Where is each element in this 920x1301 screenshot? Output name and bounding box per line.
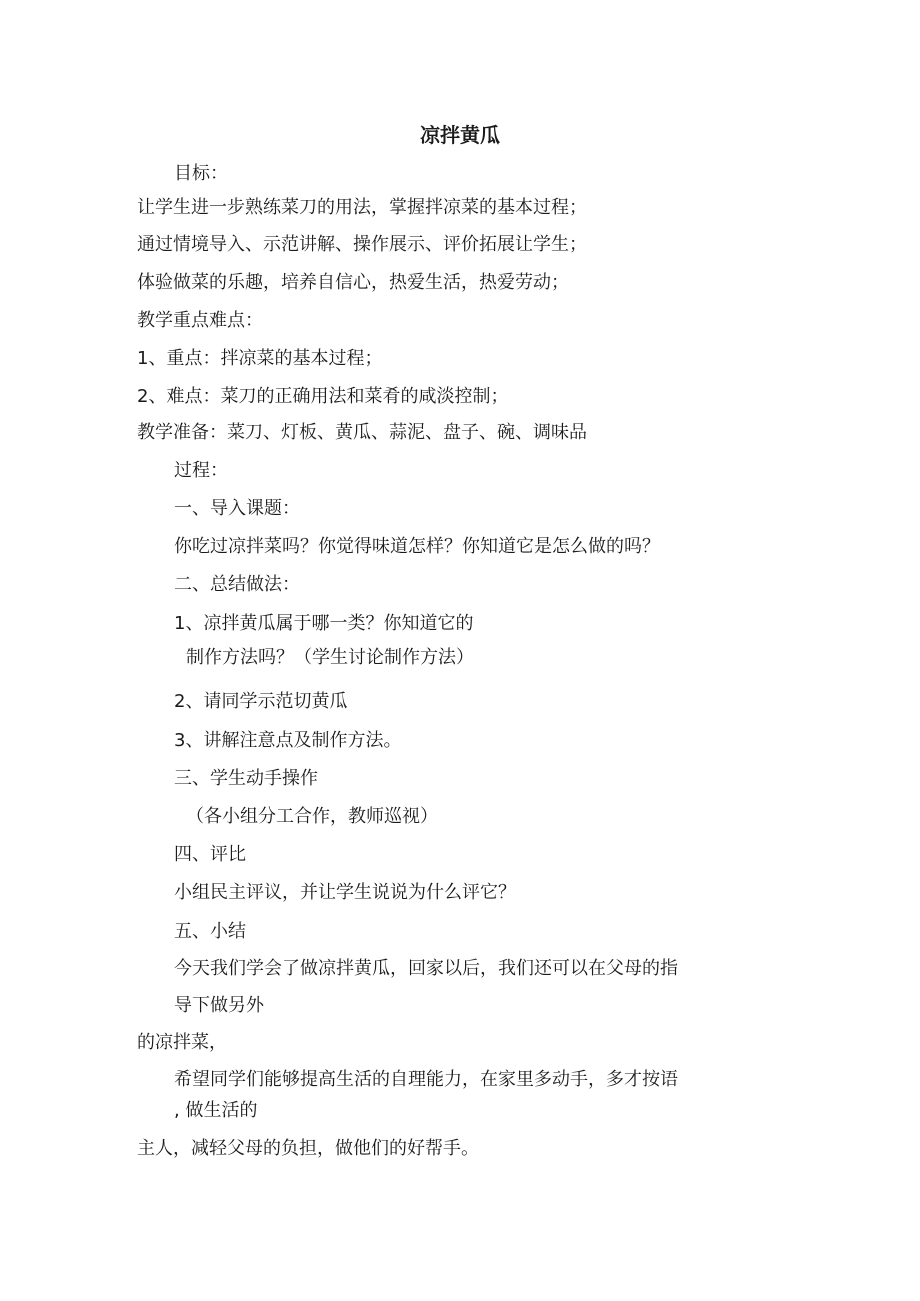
section-3-text: （各小组分工合作，教师巡视） [186, 806, 438, 827]
document-title: 凉拌黄瓜 [420, 123, 500, 147]
teaching-preparation: 教学准备：菜刀、灯板、黄瓜、蒜泥、盘子、碗、调味品 [137, 422, 587, 443]
summary-line-5: , 做生活的 [174, 1100, 258, 1121]
summary-line-4: 希望同学们能够提高生活的自理能力，在家里多动手，多才按语 [174, 1069, 678, 1090]
key-point-2: 2、难点：菜刀的正确用法和菜肴的咸淡控制； [137, 386, 509, 407]
summary-line-6: 主人，减轻父母的负担，做他们的好帮手。 [137, 1138, 479, 1159]
section-2-item-2: 2、请同学示范切黄瓜 [174, 691, 348, 712]
summary-line-1: 今天我们学会了做凉拌黄瓜，回家以后，我们还可以在父母的指 [174, 958, 678, 979]
goal-line-3: 体验做菜的乐趣，培养自信心，热爱生活，热爱劳动； [137, 272, 569, 293]
section-2-item-1-line-1: 1、凉拌黄瓜属于哪一类？你知道它的 [174, 613, 474, 634]
section-2-item-1-line-2: 制作方法吗？（学生讨论制作方法） [186, 647, 474, 668]
goals-heading: 目标： [174, 163, 228, 184]
process-heading: 过程： [174, 460, 228, 481]
section-1-text: 你吃过凉拌菜吗？你觉得味道怎样？你知道它是怎么做的吗？ [174, 536, 660, 557]
section-4-text: 小组民主评议，并让学生说说为什么评它？ [174, 882, 516, 903]
goal-line-1: 让学生进一步熟练菜刀的用法，掌握拌凉菜的基本过程； [137, 197, 587, 218]
section-2-heading: 二、总结做法： [174, 574, 300, 595]
key-point-1: 1、重点：拌凉菜的基本过程； [137, 348, 383, 369]
section-4-heading: 四、评比 [174, 844, 246, 865]
section-5-heading: 五、小结 [174, 921, 246, 942]
goal-line-2: 通过情境导入、示范讲解、操作展示、评价拓展让学生； [137, 234, 587, 255]
section-1-heading: 一、导入课题： [174, 498, 300, 519]
section-2-item-3: 3、讲解注意点及制作方法。 [174, 730, 402, 751]
summary-line-2: 导下做另外 [174, 995, 264, 1016]
summary-line-3: 的凉拌菜， [137, 1032, 227, 1053]
section-3-heading: 三、学生动手操作 [174, 768, 318, 789]
key-points-heading: 教学重点难点： [137, 310, 263, 331]
